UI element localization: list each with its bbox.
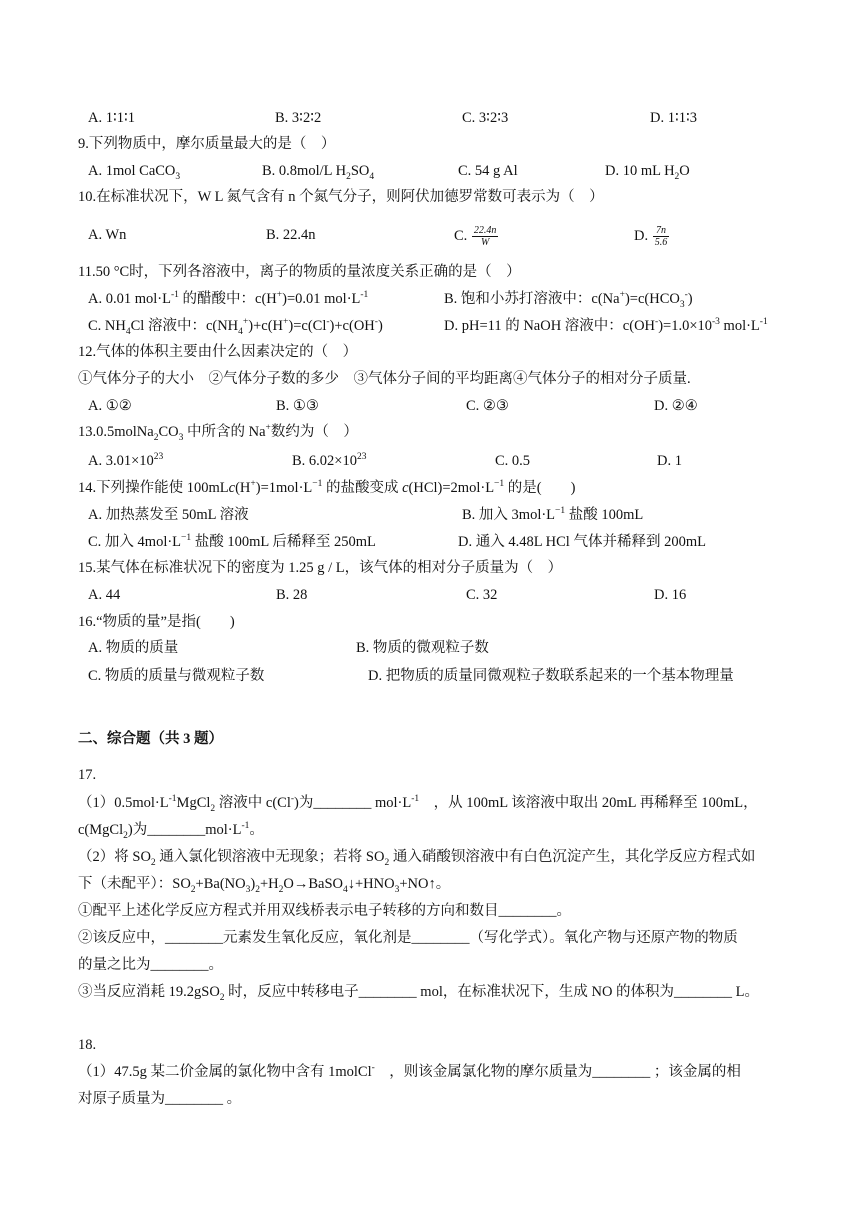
q15-stem: 15.某气体在标准状况下的密度为 1.25 g / L，该气体的相对分子质量为（ ） — [78, 560, 563, 576]
q10-option-c: C. $\frac{22.4n}{W}$ — [454, 225, 497, 248]
q15-option-d: D. 16 — [654, 587, 687, 603]
q11-option-b: B. 饱和小苏打溶液中：$c(Na^+)=c(HCO_3^-)$ — [444, 290, 693, 310]
q17-sub2-line1: ②该反应中，________元素发生氧化反应，氧化剂是________（写化学式）。氧化产物与还原产物的物质 — [78, 930, 738, 946]
q17-part1-line2: c(MgCl$_2$)为$\_\_\_\_\_\_\_\_mol\cdot L^{-1}$。 — [78, 821, 264, 841]
q16-stem: 16.“物质的量”是指( ) — [78, 614, 235, 630]
q10-option-a: A. Wn — [88, 227, 127, 243]
q18-part1-line2: 对原子质量为________ 。 — [78, 1091, 242, 1107]
q12-option-b: B. ①③ — [276, 398, 319, 414]
q15-option-a: A. 44 — [88, 587, 121, 603]
q12-option-c: C. ②③ — [466, 398, 509, 414]
q9-option-c: C. 54 g Al — [458, 163, 518, 179]
q11-stem: 11.50 °C时，下列各溶液中，离子的物质的量浓度关系正确的是（ ） — [78, 264, 521, 280]
q8-option-a: A. 1∶1∶1 — [88, 110, 136, 126]
q13-option-b: B. $6.02\times 10^{23}$ — [292, 452, 367, 469]
q16-option-b: B. 物质的微观粒子数 — [356, 640, 489, 656]
q17-sub3: ③当反应消耗 19.2gSO$_2$ 时，反应中转移电子________ mol，在标准状况下，生成 NO 的体积为________ L。 — [78, 984, 760, 1003]
q13-option-a: A. $3.01\times 10^{23}$ — [88, 452, 164, 469]
q11-option-c: C. $NH_4Cl$ 溶液中：$c(NH_4^+)+c(H^+)=c(Cl^-)+c(OH^-)$ — [88, 317, 383, 337]
q14-option-b: B. 加入 $3mol\cdot L^{-1}$ 盐酸 100mL — [462, 506, 644, 523]
q9-option-a: A. 1mol CaCO$_3$ — [88, 163, 181, 182]
q13-option-d: D. 1 — [657, 453, 682, 469]
q18-part1-line1: （1）47.5g 某二价金属的氯化物中含有 1molCl- ，则该金属氯化物的摩尔质量为________ ；该金属的相 — [78, 1063, 741, 1080]
q12-factors: ①气体分子的大小 ②气体分子数的多少 ③气体分子间的平均距离④气体分子的相对分子质量. — [78, 371, 691, 387]
q12-stem: 12.气体的体积主要由什么因素决定的（ ） — [78, 344, 358, 360]
q16-option-a: A. 物质的质量 — [88, 640, 179, 656]
q16-option-c: C. 物质的质量与微观粒子数 — [88, 668, 265, 684]
q8-option-d: D. 1∶1∶3 — [650, 110, 698, 126]
q13-option-c: C. 0.5 — [495, 453, 531, 469]
q10-option-b: B. 22.4n — [266, 227, 316, 243]
q17-part1-line1: $(1)0.5mol\cdot L^{-1}MgCl_2$ 溶液中 c(Cl-)为________ $mol\cdot L^{-1}$ ，从 100mL 该溶液中取出 20mL 再稀释至 100mL， — [78, 794, 758, 814]
q14-stem: 14.下列操作能使 $100mLc(H^+)=1mol\cdot L^{-1}$ 的盐酸变成 $c(HCl)=2mol\cdot L^{-1}$ 的是( ) — [78, 479, 576, 496]
section-title: 二、综合题（共 3 题） — [78, 731, 223, 747]
q15-option-c: C. 32 — [466, 587, 498, 603]
q17-part2-line1: （2）将 $SO_2$ 通入氯化钡溶液中无现象；若将 $SO_2$ 通入硝酸钡溶液中有白色沉淀产生，其化学反应方程式如 — [78, 849, 756, 868]
q18-number: 18. — [78, 1037, 97, 1053]
q12-option-d: D. ②④ — [654, 398, 698, 414]
q11-option-a: A. 0.01 $mol\cdot L^{-1}$ 的醋酸中：c(H+)=0.01 $mol\cdot L^{-1}$ — [88, 290, 369, 307]
q14-option-d: D. 通入 4.48L HCl 气体并稀释到 200mL — [458, 534, 706, 550]
q9-stem: 9.下列物质中，摩尔质量最大的是（ ） — [78, 136, 336, 152]
q12-option-a: A. ①② — [88, 398, 132, 414]
q14-option-a: A. 加热蒸发至 50mL 溶液 — [88, 507, 249, 523]
q10-option-d: D. $\frac{7n}{5.6}$ — [634, 225, 668, 248]
q8-option-c: C. 3∶2∶3 — [462, 110, 509, 126]
q13-stem: $13.0.5molNa_2CO_3$ 中所含的 Na+数约为（ ） — [78, 423, 358, 443]
q9-option-d: D. 10 mL $H_2O$ — [605, 163, 690, 182]
q10-c-fraction: $\frac{22.4n}{W}$ — [473, 225, 497, 248]
q14-option-c: C. 加入 $4mol\cdot L^{-1}$ 盐酸 100mL 后稀释至 250mL — [88, 533, 376, 550]
q17-sub1: ①配平上述化学反应方程式并用双线桥表示电子转移的方向和数目________。 — [78, 903, 571, 919]
q10-stem: 10.在标准状况下，W L 氮气含有 n 个氮气分子，则阿伏加德罗常数可表示为（ ） — [78, 189, 604, 205]
q15-option-b: B. 28 — [276, 587, 308, 603]
q17-sub2-line2: 的量之比为________。 — [78, 957, 223, 973]
q10-d-fraction: $\frac{7n}{5.6}$ — [654, 225, 668, 248]
q8-option-b: B. 3∶2∶2 — [275, 110, 322, 126]
q17-part2-line2: 下（未配平）：$SO_2+Ba(NO_3)_2+H_2O\to BaSO_4↓+HNO_3+NO↑$。 — [78, 876, 451, 895]
q16-option-d: D. 把物质的质量同微观粒子数联系起来的一个基本物理量 — [368, 668, 734, 684]
q9-option-b: B. 0.8mol/L $H_2SO_4$ — [262, 163, 375, 182]
q17-number: 17. — [78, 767, 97, 783]
q11-option-d: D. pH=11 的 NaOH 溶液中：$c(OH^-)=1.0\times 10^{-3}$ $mol\cdot L^{-1}$ — [444, 317, 768, 334]
